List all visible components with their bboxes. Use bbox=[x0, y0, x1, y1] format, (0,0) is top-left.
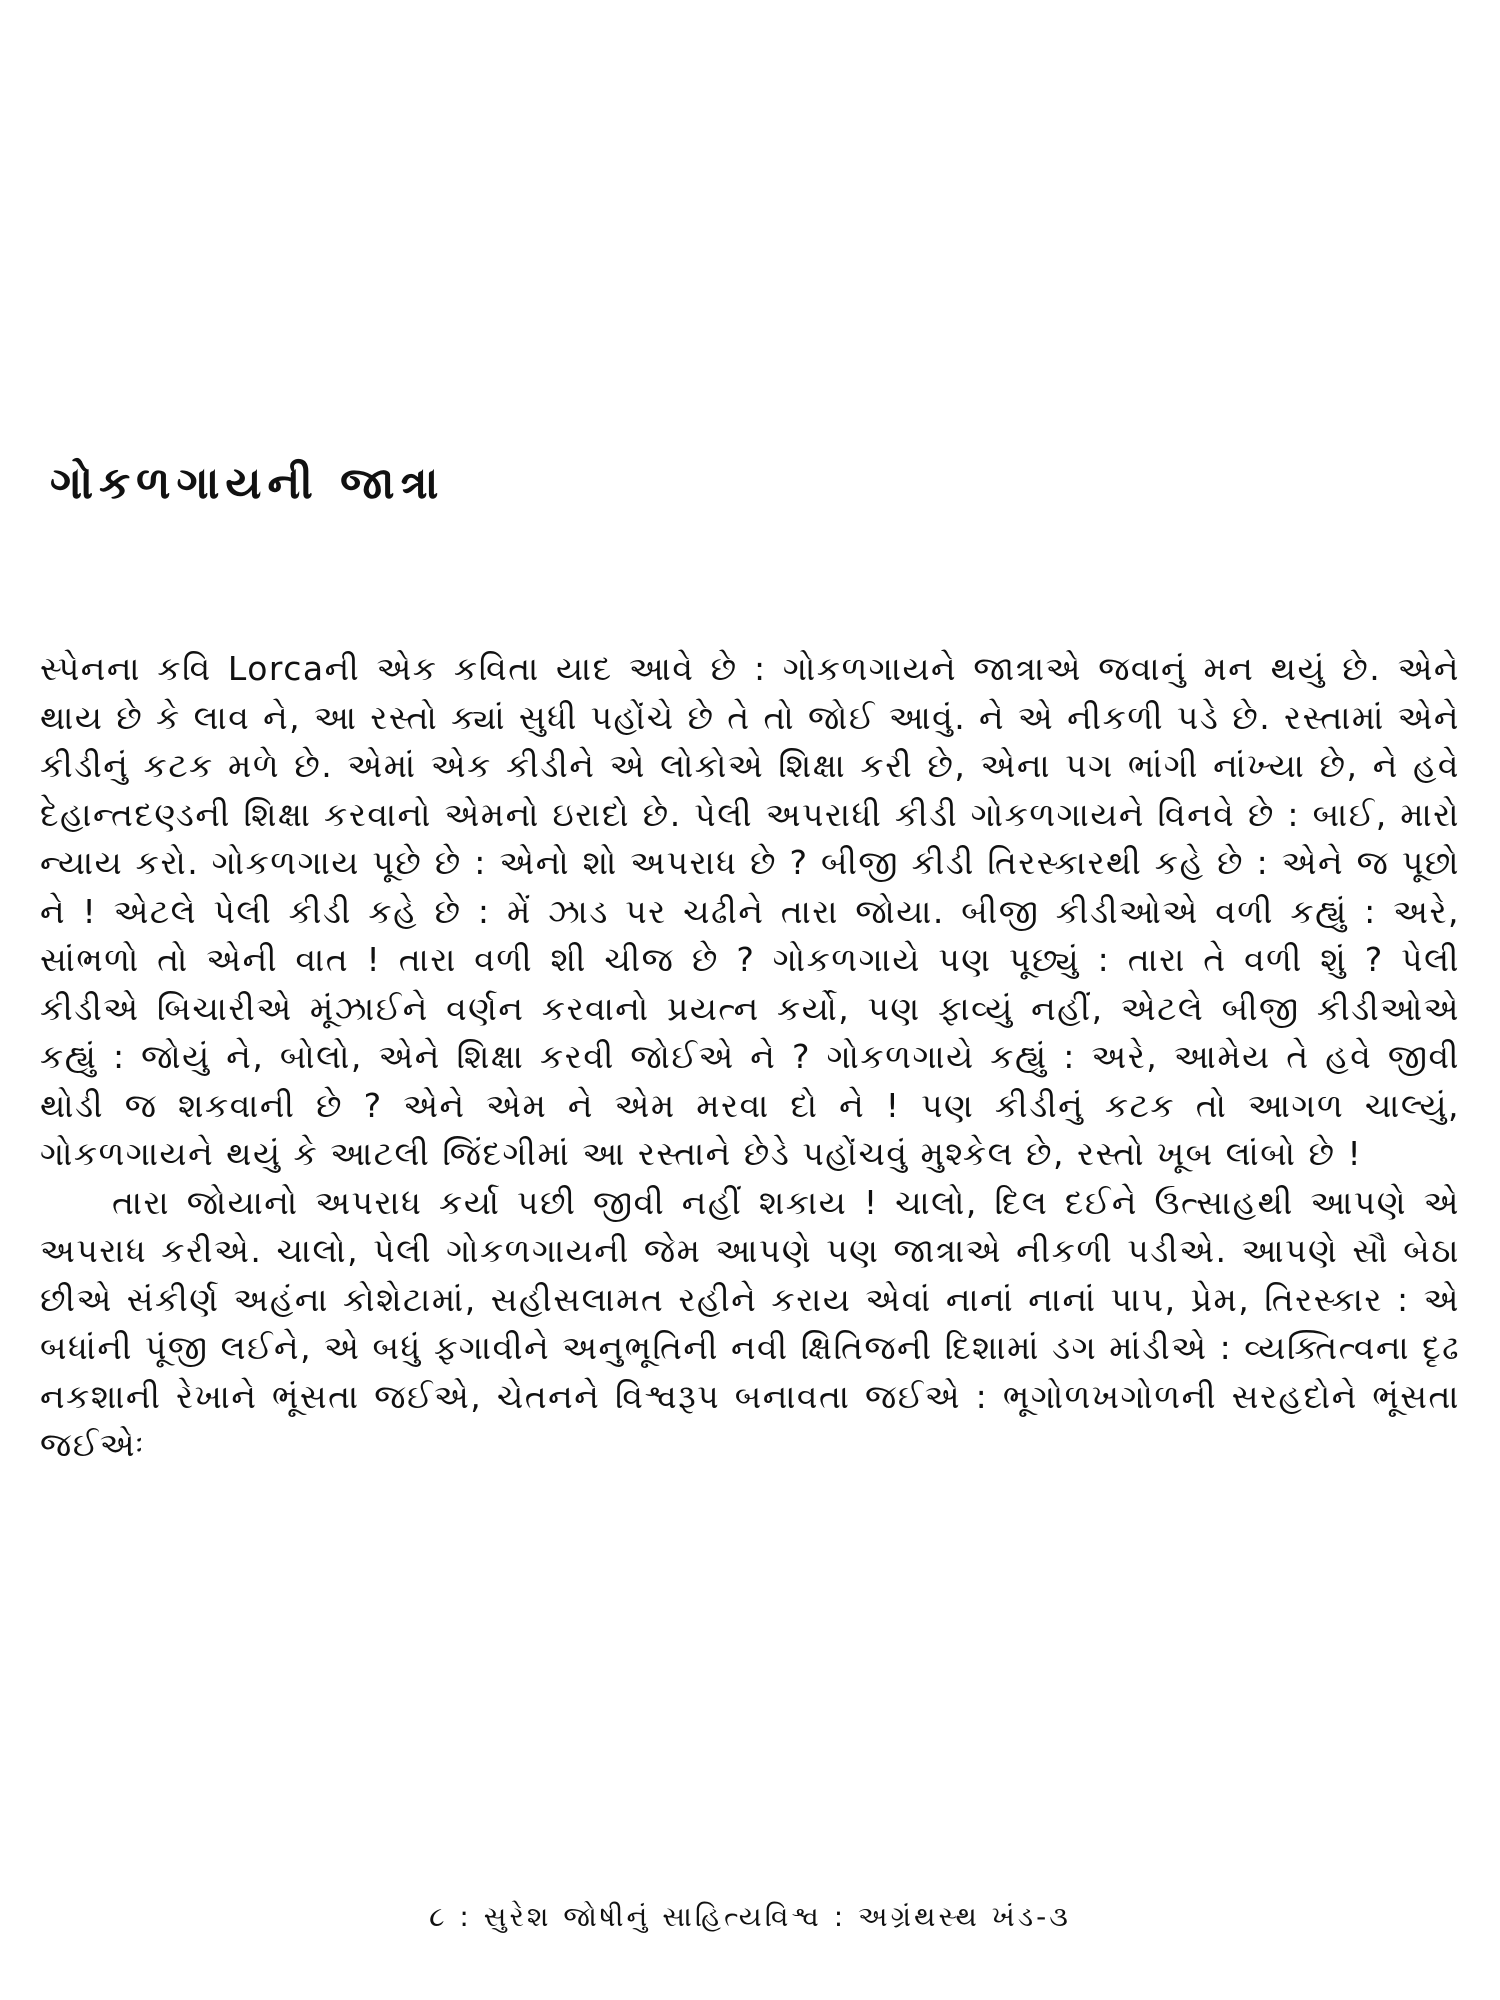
chapter-title: ગોકળગાયની જાત્રા bbox=[50, 458, 445, 509]
page-footer: ૮ : સુરેશ જોષીનું સાહિત્યવિશ્વ : અગ્રંથસ્થ ખંડ-૩ bbox=[429, 1900, 1071, 1933]
paragraph-1: સ્પેનના કવિ Lorcaની એક કવિતા યાદ આવે છે : ગોકળગાયને જાત્રાએ જવાનું મન થયું છે. એને થાય છે કે લાવ ને, આ રસ્તો ક્યાં સુધી પહોંચે છે તે તો જોઈ આવું. ને એ નીકળી પડે છે. રસ્તામાં એને કીડીનું કટક મળે છે. એમાં એક કીડીને એ લોકોએ શિક્ષા કરી છે, એના પગ ભાંગી નાંખ્યા છે, ને હવે દેહાન્તદણ્ડની શિક્ષા કરવાનો એમનો ઇરાદો છે. પેલી અપરાધી કીડી ગોકળગાયને વિનવે છે : બાઈ, મારો ન્યાય કરો. ગોકળગાય પૂછે છે : એનો શો અપરાધ છે ? બીજી કીડી તિરસ્કારથી કહે છે : એને જ પૂછો ને ! એટલે પેલી કીડી કહે છે : મેં ઝાડ પર ચઢીને તારા જોયા. બીજી કીડીઓએ વળી કહ્યું : અરે, સાંભળો તો એની વાત ! તારા વળી શી ચીજ છે ? ગોકળગાયે પણ પૂછ્યું : તારા તે વળી શું ? પેલી કીડીએ બિચારીએ મૂંઝાઈને વર્ણન કરવાનો પ્રયત્ન કર્યો, પણ ફાવ્યું નહીં, એટલે બીજી કીડીઓએ કહ્યું : જોયું ને, બોલો, એને શિક્ષા કરવી જોઈએ ને ? ગોકળગાયે કહ્યું : અરે, આમેય તે હવે જીવી થોડી જ શકવાની છે ? એને એમ ને એમ મરવા દો ને ! પણ કીડીનું કટક તો આગળ ચાલ્યું, ગોકળગાયને થયું કે આટલી જિંદગીમાં આ રસ્તાને છેડે પહોંચવું મુશ્કેલ છે, રસ્તો ખૂબ લાંબો છે ! bbox=[40, 649, 1460, 1173]
body-text bbox=[40, 645, 1460, 1470]
paragraph-2: તારા જોયાનો અપરાધ કર્યા પછી જીવી નહીં શકાય ! ચાલો, દિલ દઈને ઉત્સાહથી આપણે એ અપરાધ કરીએ. ચાલો, પેલી ગોકળગાયની જેમ આપણે પણ જાત્રાએ નીકળી પડીએ. આપણે સૌ બેઠા છીએ સંકીર્ણ અહંના કોશેટામાં, સહીસલામત રહીને કરાય એવાં નાનાં નાનાં પાપ, પ્રેમ, તિરસ્કાર : એ બધાંની પૂંજી લઈને, એ બધું ફગાવીને અનુભૂતિની નવી ક્ષિતિજની દિશામાં ડગ માંડીએ : વ્યક્તિત્વના દૃઢ નકશાની રેખાને ભૂંસતા જઈએ, ચેતનને વિશ્વરૂપ બનાવતા જઈએ : ભૂગોળખગોળની સરહદોને ભૂંસતા જઈએઃ bbox=[40, 1182, 1460, 1464]
